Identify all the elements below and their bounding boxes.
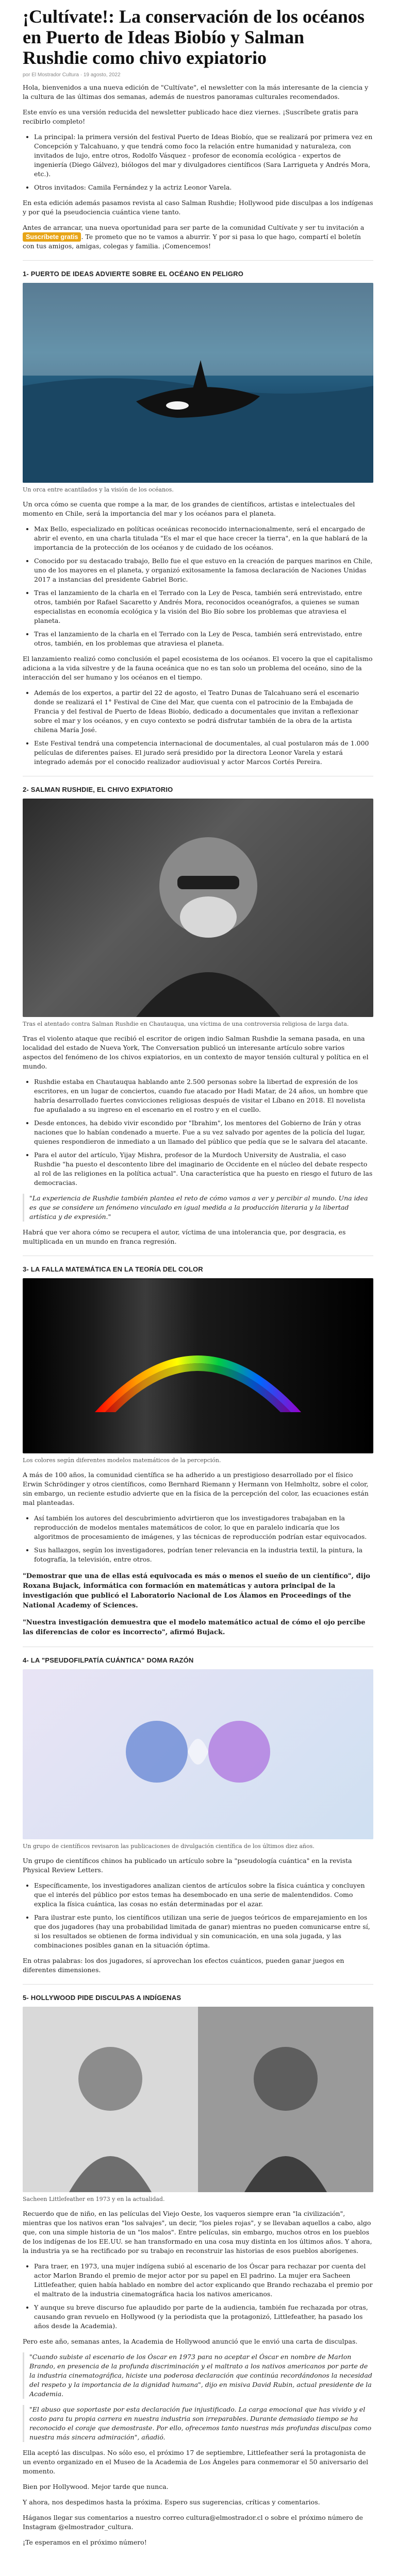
list-item: • Además de los expertos, a partir del 22 de agosto, el Teatro Dunas de Talcahuano será el escenario donde se realizará el 1° Festival de Cine del Mar, que cuenta con el patrocinio de la Embajada de Francia y del festival de Puerto de Ideas Biobío, dedicado a documentales que invitan a reflexionar sobre el mar y los océanos, y en cuyo contexto se podrá disfrutar también de la obra de la artista chilena María José. — [34, 688, 373, 735]
section-3-list — [23, 1514, 373, 1564]
section-5-list — [23, 2262, 373, 2331]
pull-quote: "Cuando subiste al escenario de los Óscar en 1973 para no aceptar el Óscar en nombre de Marlon Brando, en presencia de la profunda discriminación y el maltrato a los nativos americanos por parte de la industria cinematográfica, hiciste una poderosa declaración que continúa recordándonos la necesidad del respeto y la importancia de la dignidad humana", dijo en misiva David Rubin, actual presidente de la Academia. — [23, 2352, 373, 2399]
portrait-illustration — [23, 799, 373, 1017]
pull-quote: "Demostrar que una de ellas está equivocada es más o menos el sueño de un científico", dijo Roxana Bujack, informática con formación en matemáticas y autora principal de la investigación que publicó el Laboratorio Nacional de Los Álamos en Proceedings of the National Academy of Sciences. — [23, 1572, 370, 1609]
closing-line-1: Bien por Hollywood. Mejor tarde que nunca. — [23, 2483, 169, 2490]
list-item: • Específicamente, los investigadores analizan cientos de artículos sobre la física cuántica y concluyen que el interés del público por estos temas ha desembocado en una serie de malentendidos. Como explica la física cuántica, las cosas no están determinadas por el azar. — [34, 1881, 373, 1909]
section-1-paragraph-1: Un orca cómo se cuenta que rompe a la mar, de los grandes de científicos, artistas e intelectuales del momento en Chile, será la importancia del mar y los océanos para el planeta. — [23, 500, 355, 517]
closing-line-4: ¡Te esperamos en el próximo número! — [23, 2538, 147, 2546]
pull-quote: "La experiencia de Rushdie también plantea el reto de cómo vamos a ver y percibir al mundo. Una idea es que se considere un fenómeno vinculado en igual medida a la producción literaria y la libertad artística y de expresión." — [23, 1194, 373, 1222]
closing-line-3: Háganos llegar sus comentarios a nuestro correo cultura@elmostrador.cl o sobre el próximo número de Instagram @elmostrador_cultura. — [23, 2514, 363, 2531]
image-caption: Un grupo de científicos revisaron las publicaciones de divulgación científica de los últimos diez años. — [23, 1843, 315, 1850]
section-1-list — [23, 524, 373, 648]
section-2-title: 2- SALMAN RUSHDIE, EL CHIVO EXPIATORIO — [23, 786, 173, 793]
pull-quote: "El abuso que soportaste por esta declaración fue injustificado. La carga emocional que has vivido y el costo para tu propia carrera en nuestra industria son irreparables. Durante demasiado tiempo se ha reconocido el coraje que demostraste. Por ello, ofrecemos tanto nuestras más profundas disculpas como nuestra más sincera admiración", añadió. — [23, 2405, 373, 2442]
newsletter-page — [23, 0, 373, 2547]
list-item: • Conocido por su destacado trabajo, Bello fue el que estuvo en la creación de parques marinos en Chile, uno de los mayores en el planeta, y organizó exitosamente la famosa declaración de Naciones Unidas 2017 a instancias del presidente Gabriel Boric. — [34, 556, 373, 584]
section-3-title: 3- LA FALLA MATEMÁTICA EN LA TEORÍA DEL COLOR — [23, 1265, 203, 1273]
section-5-paragraph-3: Ella aceptó las disculpas. No sólo eso, el próximo 17 de septiembre, Littlefeather será la protagonista de un evento organizado en el Museo de la Academia de Los Ángeles para conmemorar el 50 aniversario del momento. — [23, 2449, 369, 2475]
list-item: • Sus hallazgos, según los investigadores, podrían tener relevancia en la industria textil, la pintura, la fotografía, la televisión, entre otros. — [34, 1546, 373, 1564]
intro-list-item: • La principal: la primera versión del festival Puerto de Ideas Biobío, que se realizará por primera vez en Concepción y Talcahuano, y que tendrá como foco la relación entre humanidad y naturaleza, con invitados de lujo, entre otros, Rodolfo Vásquez - profesor de economía ecológica - expertos de ingeniería (Diego Gálvez), biólogos del mar y divulgadores científicos (Sara Larrigueta y Andrés Mora, etc.). — [34, 132, 373, 179]
divider — [23, 1984, 373, 1985]
section-5-title: 5- HOLLYWOOD PIDE DISCULPAS A INDÍGENAS — [23, 1994, 182, 2002]
list-item: • Para ilustrar este punto, los científicos utilizan una serie de juegos teóricos de emparejamiento en los que dos jugadores (hay una probabilidad limitada de ganar) mientras no pueden comunicarse entre sí, si los resultados se obtienen de forma individual y sin comunicación, en una sola jugada, y las combinaciones posibles ganan en la situación óptima. — [34, 1913, 373, 1950]
section-2-paragraph-1: Tras el violento ataque que recibió el escritor de origen indio Salman Rushdie la semana pasada, en una localidad del estado de Nueva York, The Conversation publicó un interesante artículo sobre varios aspectos del fenómeno de los chivos expiatorios, en un contexto de mayor tensión cultural y política en el mundo. — [23, 1035, 369, 1070]
list-item: • Para traer, en 1973, una mujer indígena subió al escenario de los Óscar para rechazar por cuenta del actor Marlon Brando el premio de mejor actor por su papel en El padrino. La mujer era Sacheen Littlefeather, quien había hablado en nombre del actor explicando que Brando rechazaba el premio por el maltrato de la industria cinematográfica hacia los nativos americanos. — [34, 2262, 373, 2299]
pull-quote: "Nuestra investigación demuestra que el modelo matemático actual de cómo el ojo percibe las diferencias de color es incorrecto", afirmó Bujack. — [23, 1619, 366, 1636]
intro-list-item: • Otros invitados: Camila Fernández y la actriz Leonor Varela. — [34, 183, 373, 192]
divider — [23, 260, 373, 261]
closing-line-2: Y ahora, nos despedimos hasta la próxima. Espero sus sugerencias, críticas y comentarios. — [23, 2498, 320, 2506]
article-meta: por El Mostrador Cultura · 19 agosto, 2022 — [23, 72, 121, 78]
section-4-paragraph-1: Un grupo de científicos chinos ha publicado un artículo sobre la "pseudología cuántica" en la revista Physical Review Letters. — [23, 1857, 352, 1874]
list-item: • Desde entonces, ha debido vivir escondido por "Ibrahim", los mentores del Gobierno de Irán y otras naciones que lo habían condenado a muerte. Fue a su vez salvado por agentes de la policía del lugar, quienes respondieron de inmediato a un llamado del público que pedía que se le salvara del atacante. — [34, 1118, 373, 1146]
section-1-paragraph-2: El lanzamiento realizó como conclusión el papel ecosistema de los océanos. El vocero la que el capitalismo adiciona a la vida silvestre y de la fauna oceánica que no es tan solo un problema del oceáno, sino de la interacción del ser humano y los océanos en el tiempo. — [23, 655, 373, 681]
list-item: • Rushdie estaba en Chautauqua hablando ante 2.500 personas sobre la libertad de expresión de los escritores, en un lugar de conciertos, cuando fue atacado por Hadi Matar, de 24 años, un hombre que habría desarrollado fuertes convicciones religiosas después de visitar el Líbano en 2018. El novelista fue apuñalado a su ingreso en el escenario en el rostro y en el cuello. — [34, 1077, 373, 1114]
quantum-image — [23, 1669, 373, 1839]
section-1-title: 1- PUERTO DE IDEAS ADVIERTE SOBRE EL OCÉANO EN PELIGRO — [23, 270, 244, 278]
image-caption: Un orca entre acantilados y la visión de los océanos. — [23, 486, 174, 493]
image-caption: Sacheen Littlefeather en 1973 y en la actualidad. — [23, 2196, 165, 2202]
list-item: • Así también los autores del descubrimiento advirtieron que los investigadores trabajaban en la reproducción de modelos mentales matemáticos de color, lo que en paralelo indicaría que los algoritmos de procesamiento de imágenes, y las técnicas de reproducción podrían estar equivocados. — [34, 1514, 373, 1541]
section-4-title: 4- LA "PSEUDOFILPATÍA CUÁNTICA" DOMA RAZÓN — [23, 1656, 194, 1664]
image-caption: Tras el atentado contra Salman Rushdie en Chautauqua, una víctima de una controversia religiosa de larga data. — [23, 1021, 349, 1027]
section-2-list — [23, 1077, 373, 1188]
quantum-illustration — [23, 1669, 373, 1839]
intro-list — [23, 132, 373, 192]
intro-paragraph-1: Hola, bienvenidos a una nueva edición de "Cultívate", el newsletter con la más interesante de la ciencia y la cultura de las últimas dos semanas, además de nuestros panoramas culturales recomendados. — [23, 83, 369, 100]
page-title: ¡Cultívate!: La conservación de los océanos en Puerto de Ideas Biobío y Salman Rushdie como chivo expiatorio — [23, 6, 365, 68]
intro-paragraph-3: En esta edición además pasamos revista al caso Salman Rushdie; Hollywood pide disculpas a los indígenas y por qué la pseudociencia cuántica viene tanto. — [23, 199, 373, 216]
orca-image — [23, 283, 373, 483]
intro-paragraph-4: Antes de arrancar, una nueva oportunidad para ser parte de la comunidad Cultívate y ser tu invitación a Suscríbete gratis . Te prometo que no te vamos a aburrir. Y por si pasa lo que hago, compartí el boletín con tus amigos, amigas, colegas y familia. ¡Comencemos! — [23, 224, 365, 250]
subscribe-link[interactable]: Suscríbete gratis — [23, 232, 81, 242]
list-item: • Y aunque su breve discurso fue aplaudido por parte de la audiencia, también fue rechazada por otras, causando gran revuelo en Hollywood (y la periodista que la protagonizó, Littlefeather, ha pasado los años desde la Academia). — [34, 2303, 373, 2331]
image-caption: Los colores según diferentes modelos matemáticos de la percepción. — [23, 1457, 221, 1464]
section-1-list-2 — [23, 688, 373, 767]
section-2-paragraph-2: Habrá que ver ahora cómo se recupera el autor, víctima de una intolerancia que, por desgracia, es multiplicada en un mundo en franca regresión. — [23, 1228, 346, 1245]
portrait-illustration — [23, 2007, 373, 2192]
section-5-paragraph-1: Recuerdo que de niño, en las películas del Viejo Oeste, los vaqueros siempre eran "la civilización", mientras que los nativos eran "los salvajes", un decir, "los pieles rojas", y se llevaban aquellos a cabo, algo que, con una simple historia de un "los malos". Entre películas, sin embargo, muchos otros en los pueblos de los indígenas de los EE.UU. se han transformado en una cosa muy distinta en los últimos años. Y ahora, la industria ya se ha rectificado por su trabajo en reconstruir las historias de esos pueblos aborígenes. — [23, 2210, 372, 2255]
intro-paragraph-2: Este envío es una versión reducida del newsletter publicado hace diez viernes. ¡Suscríbete gratis para recibirlo completo! — [23, 108, 358, 125]
section-4-list — [23, 1881, 373, 1950]
list-item: • Tras el lanzamiento de la charla en el Terrado con la Ley de Pesca, también será entrevistado, entre otros, también, en los problemas que atraviesa el planeta. — [34, 630, 373, 648]
section-3-paragraph-1: A más de 100 años, la comunidad científica se ha adherido a un prestigioso desarrollado por el físico Erwin Schrödinger y otros científicos, como Bernhard Riemann y Hermann von Helmholtz, sobre el color, sin embargo, un reciente estudio advierte que en la física de la percepción del color, las ecuaciones están mal planteadas. — [23, 1471, 369, 1506]
list-item: • Para el autor del artículo, Yijay Mishra, profesor de la Murdoch University de Australia, el caso Rushdie "ha puesto el descontento libre del imaginario de Occidente en el núcleo del debate respecto al rol de las religiones en la política actual". Una característica que ha puesto en riesgo el futuro de las democracias. — [34, 1150, 373, 1188]
spectrum-illustration — [23, 1278, 373, 1453]
section-5-paragraph-2: Pero este año, semanas antes, la Academia de Hollywood anunció que le envió una carta de disculpas. — [23, 2337, 358, 2345]
list-item: • Este Festival tendrá una competencia internacional de documentales, al cual postularon más de 1.000 películas de diferentes países. El jurado será presidido por la directora Leonor Varela y estará integrado además por el conocido realizador audiovisual y actor Marcos Cortés Pereira. — [34, 739, 373, 767]
littlefeather-photo — [23, 2007, 373, 2192]
color-spectrum-image — [23, 1278, 373, 1453]
orca-illustration — [23, 283, 373, 483]
list-item: • Tras el lanzamiento de la charla en el Terrado con la Ley de Pesca, también será entrevistado, entre otros, también por Rafael Sacaretto y Andrés Mora, reconocidos oceanógrafos, a quienes se suman especialistas en economía ecológica y la visión del Bio Bío sobre los problemas que atraviesa el planeta. — [34, 588, 373, 625]
section-4-paragraph-2: En otras palabras: los dos jugadores, sí aprovechan los efectos cuánticos, pueden ganar juegos en diferentes dimensiones. — [23, 1957, 344, 1974]
list-item: • Max Bello, especializado en políticas oceánicas reconocido internacionalmente, será el encargado de abrir el evento, en una charla titulada "Es el mar el que hace crecer la tierra", en la que hablará de la importancia de la protección de los océanos y de cuidado de los océanos. — [34, 524, 373, 552]
rushdie-photo — [23, 799, 373, 1017]
